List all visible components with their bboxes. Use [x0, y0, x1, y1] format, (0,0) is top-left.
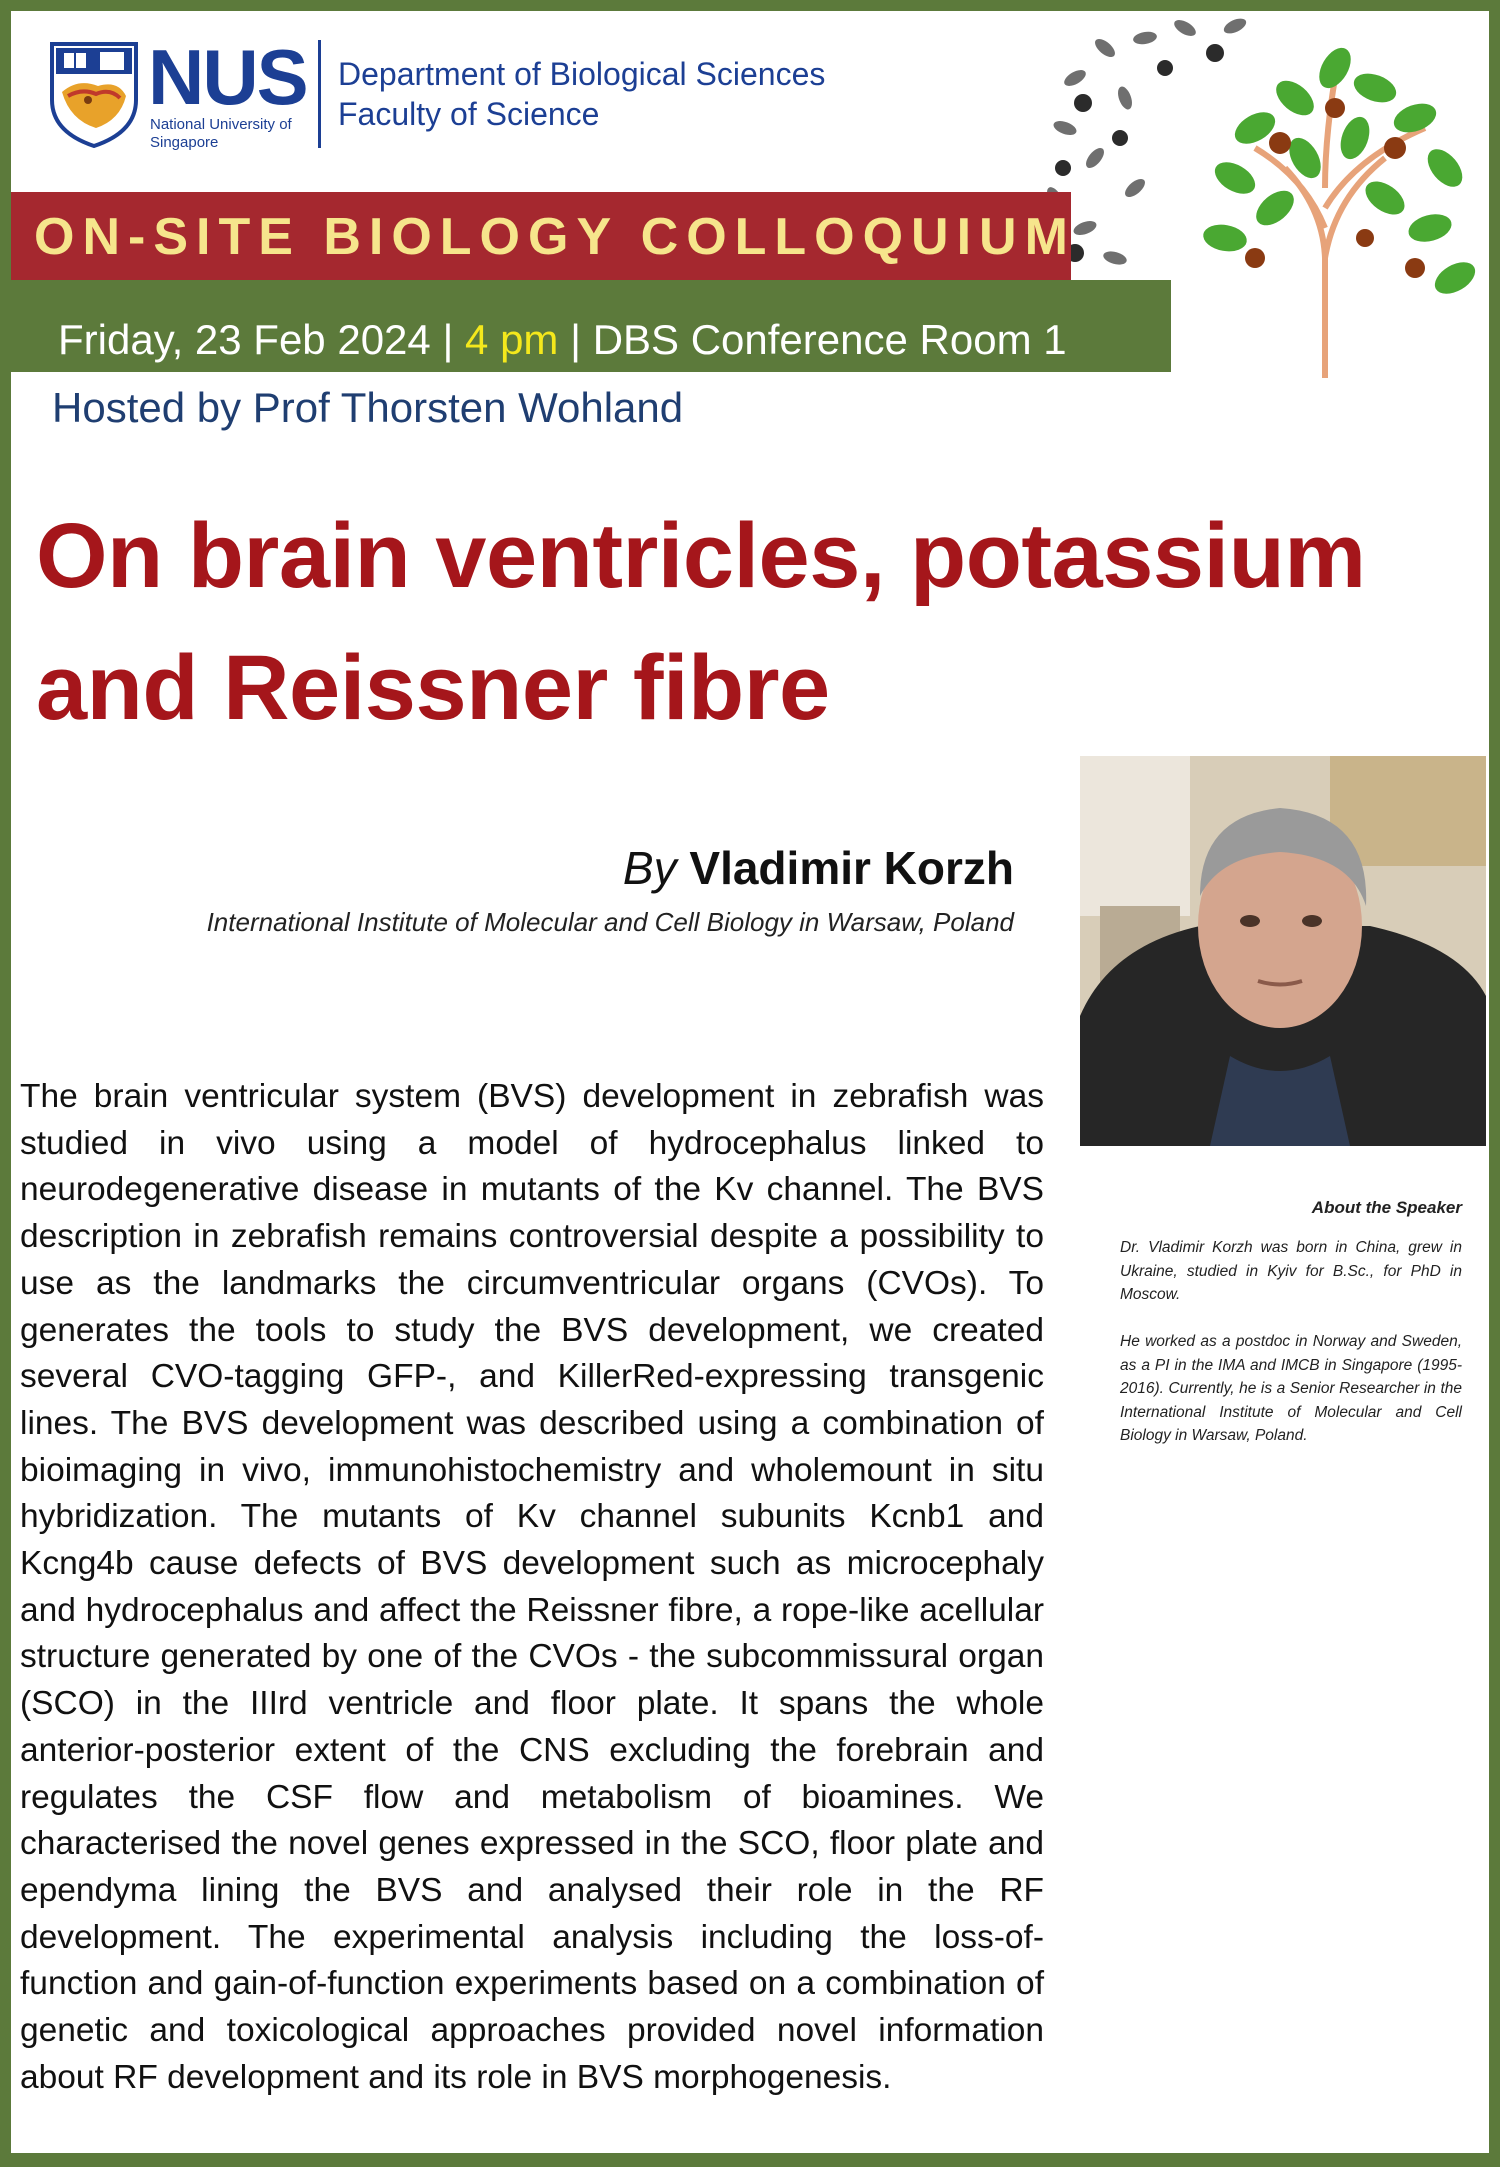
faculty-name: Faculty of Science: [338, 96, 600, 132]
event-venue: DBS Conference Room 1: [592, 316, 1067, 363]
about-speaker-bio-1: Dr. Vladimir Korzh was born in China, grew in Ukraine, studied in Kyiv for B.Sc., for PhD in Moscow.: [1120, 1239, 1462, 1303]
by-label: By: [622, 842, 677, 894]
department-block: [338, 54, 825, 134]
nus-logo: [48, 33, 338, 156]
department-name: Department of Biological Sciences: [338, 56, 826, 92]
separator: |: [442, 316, 454, 363]
talk-abstract: The brain ventricular system (BVS) development in zebrafish was studied in vivo using a model of hydrocephalus linked to neurodegenerative disease in mutants of the Kv channel. The BVS description in zebrafish remains controversial despite a possibility to use as the landmarks the circumventricular organs (CVOs). To generates the tools to study the BVS development, we created several CVO-tagging GFP-, and KillerRed-expressing transgenic lines. The BVS development was described using a combination of bioimaging in vivo, immunohistochemistry and wholemount in situ hybridization. The mutants of Kv channel subunits Kcnb1 and Kcng4b cause defects of BVS development such as microcephaly and hydrocephalus and affect the Reissner fibre, a rope-like acellular structure generated by one of the CVOs - the subcommissural organ (SCO) in the IIIrd ventricle and floor plate. It spans the whole anterior-posterior extent of the CNS excluding the forebrain and regulates the CSF flow and metabolism of bioamines. We characterised the novel genes expressed in the SCO, floor plate and ependyma lining the BVS and analysed their role in the RF development. The experimental analysis including the loss-of-function and gain-of-function experiments based on a combination of genetic and toxicological approaches provided novel information about RF development and its role in BVS morphogenesis.: [20, 1078, 1044, 2096]
speaker-affiliation: International Institute of Molecular and Cell Biology in Warsaw, Poland: [206, 907, 1014, 937]
nus-wordmark: NUS: [148, 33, 307, 121]
header-divider: [318, 40, 321, 148]
speaker-byline: [623, 838, 1014, 898]
colloquium-title: ON-SITE BIOLOGY COLLOQUIUM: [34, 208, 1076, 266]
speaker-photo: [1080, 756, 1486, 1146]
talk-title: On brain ventricles, potassium and Reissner fibre: [36, 505, 1366, 739]
event-date: Friday, 23 Feb 2024: [58, 316, 431, 363]
speaker-name: Vladimir Korzh: [689, 842, 1014, 894]
event-time: 4 pm: [465, 316, 559, 363]
event-details: [58, 312, 1067, 368]
about-speaker-bio-2: He worked as a postdoc in Norway and Sweden, as a PI in the IMA and IMCB in Singapore (1995-2016). Currently, he is a Senior Researcher in the International Institute of Molecular and Cell Biology in Warsaw, Poland.: [1120, 1333, 1462, 1444]
host-line: Hosted by Prof Thorsten Wohland: [52, 384, 684, 431]
about-speaker-heading: About the Speaker: [1311, 1198, 1462, 1217]
separator: |: [570, 316, 582, 363]
nus-full-name: National University of Singapore: [150, 116, 292, 151]
nus-crest-icon: [48, 40, 140, 148]
